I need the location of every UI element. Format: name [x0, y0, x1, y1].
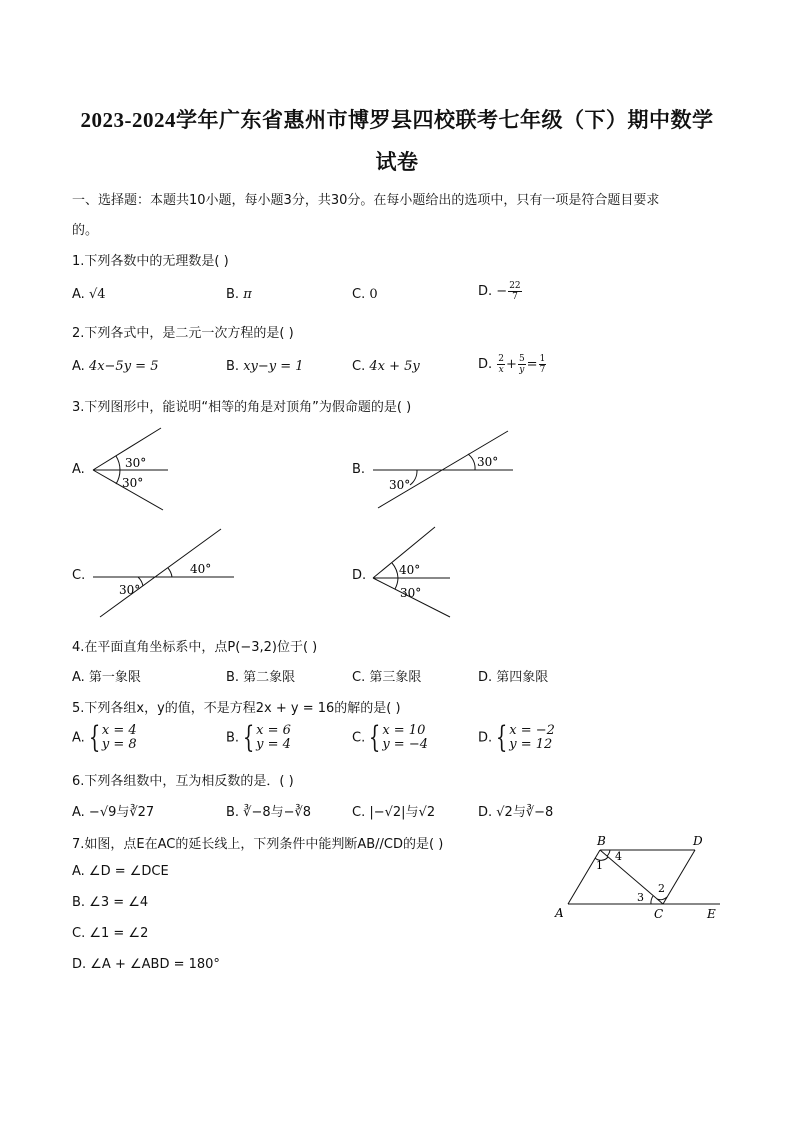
- paper-title-line2: 试卷: [375, 150, 419, 174]
- q5-d-label: D.: [478, 730, 493, 746]
- q5-a-x: x = 4: [101, 723, 137, 738]
- q2-d-f2-den: y: [519, 365, 525, 375]
- question-2-stem: 2.下列各式中，是二元一次方程的是( ): [72, 326, 294, 341]
- q1-d-fraction: [508, 281, 521, 302]
- q7-arc-angle4: [607, 850, 610, 856]
- q5-c-y: y = −4: [382, 737, 428, 752]
- q1-d-sign: −: [496, 284, 508, 299]
- q1-option-a: [72, 287, 106, 302]
- q2-d-f2-num: 5: [518, 354, 525, 364]
- q5-c-x: x = 10: [382, 723, 426, 738]
- q3-figure-c: [88, 525, 238, 620]
- q5-a-system: [102, 724, 137, 752]
- q3b-arc-left: [410, 470, 417, 485]
- q7-figure: [550, 830, 725, 925]
- q3-option-b-label: B.: [352, 462, 366, 477]
- q5-b-x: x = 6: [256, 723, 291, 738]
- q5-a-brace: {: [88, 720, 101, 755]
- q3c-angle-left: 30°: [119, 583, 141, 597]
- q2-c-label: C.: [352, 359, 366, 374]
- q5-option-a: [72, 720, 137, 755]
- q5-d-brace: {: [495, 720, 508, 755]
- q7-point-A: A: [555, 906, 564, 920]
- paper-title-line1: 2023-2024学年广东省惠州市博罗县四校联考七年级（下）期中数学: [80, 108, 714, 132]
- section-heading: 一、选择题：本题共10小题，每小题3分，共30分。在每小题给出的选项中，只有一项是符合题目要求: [72, 193, 660, 208]
- question-7-stem: 7.如图，点E在AC的延长线上，下列条件中能判断AB//CD的是( ): [72, 837, 444, 852]
- q5-option-b: [226, 720, 291, 755]
- q2-b-math: xy−y = 1: [243, 359, 304, 374]
- q5-a-y: y = 8: [101, 737, 137, 752]
- q5-option-d: [478, 720, 555, 755]
- q5-c-brace: {: [369, 720, 381, 755]
- q6-option-a: A. −√9与∛27: [72, 805, 155, 820]
- q2-d-frac2: [518, 354, 526, 375]
- q5-c-system: [382, 724, 428, 752]
- q2-a-math: 4x−5y = 5: [88, 359, 159, 374]
- q5-b-label: B.: [226, 730, 240, 746]
- q4-option-b: B. 第二象限: [226, 670, 296, 685]
- q3a-arc-upper: [116, 456, 120, 470]
- q5-d-system: [509, 724, 555, 752]
- q5-d-y: y = 12: [509, 737, 553, 752]
- q2-a-label: A.: [72, 359, 85, 374]
- q7-line-BC: [600, 850, 663, 904]
- q3d-angle-upper: 40°: [399, 563, 421, 577]
- q7-angle-1-label: 1: [596, 859, 603, 872]
- q1-d-num: 22: [509, 281, 521, 291]
- q3b-arc-right: [468, 454, 475, 470]
- q3d-angle-lower: 30°: [400, 586, 422, 600]
- q1-c-label: C.: [352, 287, 366, 302]
- q2-d-f3-num: 1: [539, 354, 546, 364]
- q3-option-a-label: A.: [72, 462, 85, 477]
- q3c-angle-right: 40°: [190, 562, 212, 576]
- q5-c-label: C.: [352, 730, 366, 746]
- q1-d-den: 7: [512, 292, 518, 302]
- q2-d-f1-num: 2: [498, 354, 505, 364]
- q5-b-brace: {: [242, 720, 255, 755]
- q3b-angle-left: 30°: [389, 478, 411, 492]
- question-4-stem: 4.在平面直角坐标系中，点P(−3,2)位于( ): [72, 640, 318, 655]
- q7-option-a: A. ∠D = ∠DCE: [72, 864, 169, 879]
- q1-b-math: π: [243, 287, 252, 302]
- q7-angle-4-label: 4: [615, 850, 622, 863]
- q2-d-label: D.: [478, 357, 493, 372]
- q4-option-c: C. 第三象限: [352, 670, 422, 685]
- q5-b-y: y = 4: [256, 737, 291, 752]
- q3a-arc-lower: [116, 470, 120, 484]
- q2-b-label: B.: [226, 359, 240, 374]
- q3-option-c-label: C.: [72, 568, 86, 583]
- q2-option-b: [226, 359, 304, 374]
- q1-b-label: B.: [226, 287, 240, 302]
- q2-option-c: [352, 359, 420, 374]
- q1-option-b: [226, 287, 252, 302]
- q1-option-d: [478, 281, 523, 302]
- q1-a-label: A.: [72, 287, 85, 302]
- q5-b-system: [256, 724, 291, 752]
- q1-d-label: D.: [478, 284, 493, 299]
- section-heading-cont: 的。: [72, 223, 99, 238]
- q3a-angle-upper: 30°: [125, 456, 147, 470]
- question-3-stem: 3.下列图形中，能说明“相等的角是对顶角”为假命题的是( ): [72, 400, 412, 415]
- q2-d-equals: =: [526, 357, 538, 372]
- q2-c-math: 4x + 5y: [369, 359, 420, 374]
- q7-angle-3-label: 3: [637, 891, 644, 904]
- q1-a-math: √4: [88, 287, 106, 302]
- q7-point-C: C: [654, 907, 664, 921]
- q5-option-c: [352, 720, 428, 755]
- q3c-arc-right: [168, 568, 172, 577]
- q2-d-f3-den: 7: [539, 365, 546, 375]
- q6-option-d: D. √2与∛−8: [478, 805, 554, 820]
- q3-figure-b: [368, 428, 518, 513]
- q3b-angle-right: 30°: [477, 455, 499, 469]
- q6-option-b: B. ∛−8与−∛8: [226, 805, 312, 820]
- question-5-stem: 5.下列各组x，y的值，不是方程2x + y = 16的解的是( ): [72, 701, 401, 716]
- q1-option-c: [352, 287, 378, 302]
- q2-d-f1-den: x: [498, 365, 504, 375]
- q7-option-b: B. ∠3 = ∠4: [72, 895, 149, 910]
- q5-a-label: A.: [72, 730, 85, 746]
- q7-option-d: D. ∠A + ∠ABD = 180°: [72, 957, 220, 972]
- q4-option-d: D. 第四象限: [478, 670, 549, 685]
- q5-d-x: x = −2: [509, 723, 555, 738]
- q1-c-math: 0: [369, 287, 378, 302]
- q3d-arc-lower: [395, 578, 398, 589]
- q6-option-c: C. |−√2|与√2: [352, 805, 436, 820]
- q2-d-frac3: [539, 354, 547, 375]
- q3-figure-d: [370, 525, 460, 620]
- question-6-stem: 6.下列各组数中，互为相反数的是．( ): [72, 774, 294, 789]
- q4-option-a: A. 第一象限: [72, 670, 141, 685]
- q7-point-B: B: [597, 834, 606, 848]
- q7-arc-angle3: [651, 896, 653, 904]
- q2-d-frac1: [497, 354, 505, 375]
- q3d-arc-upper: [392, 563, 398, 578]
- q7-point-E: E: [707, 907, 716, 921]
- q7-point-D: D: [693, 834, 703, 848]
- q7-angle-2-label: 2: [658, 882, 665, 895]
- q2-d-plus: +: [506, 357, 517, 372]
- question-1-stem: 1.下列各数中的无理数是( ): [72, 254, 229, 269]
- q2-option-a: [72, 359, 158, 374]
- q3-figure-a: [88, 425, 178, 515]
- q3-option-d-label: D.: [352, 568, 367, 583]
- q7-option-c: C. ∠1 = ∠2: [72, 926, 149, 941]
- q3a-angle-lower: 30°: [122, 476, 144, 490]
- q7-line-DC: [663, 850, 695, 904]
- q2-option-d: [478, 354, 547, 375]
